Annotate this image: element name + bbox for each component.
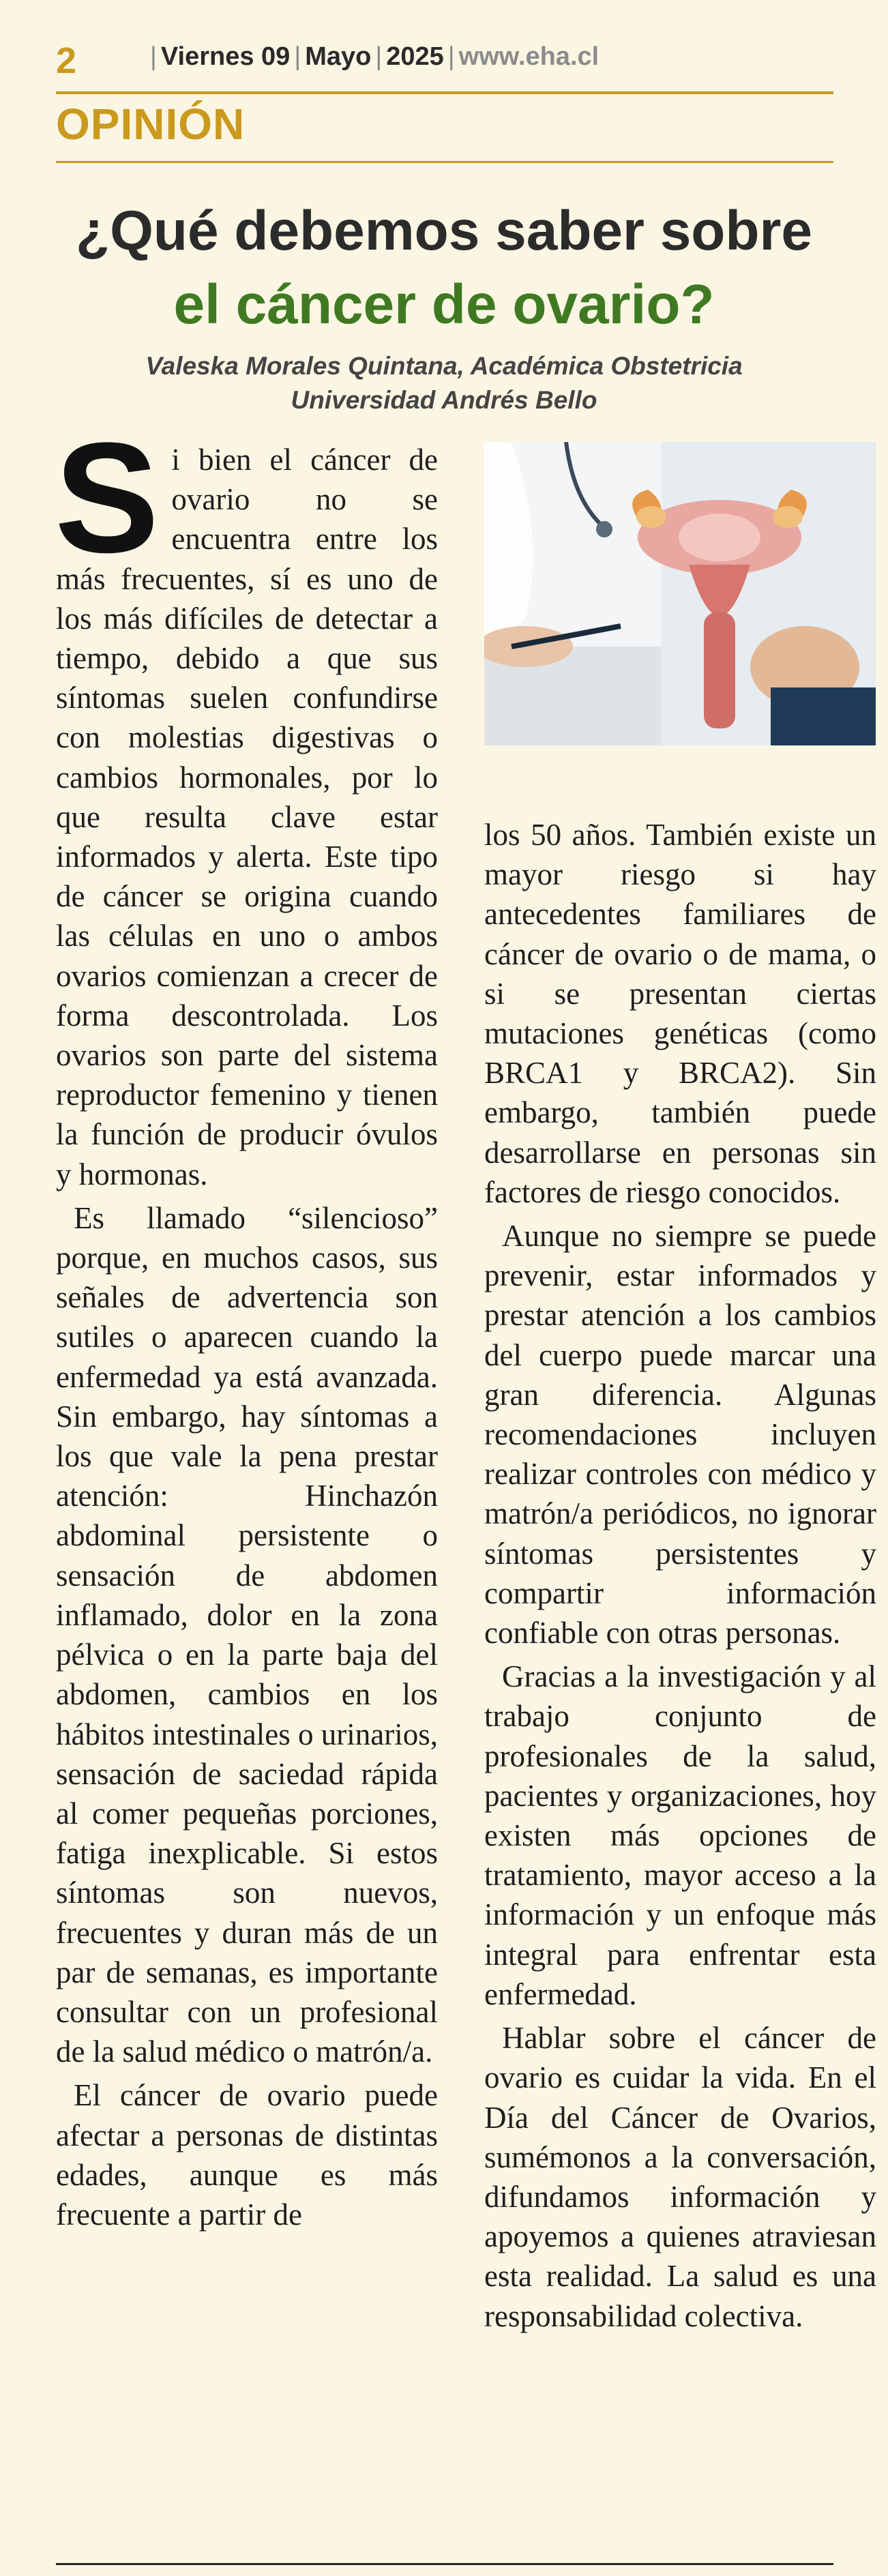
article-column-right bbox=[484, 815, 876, 2340]
paragraph-6: Hablar sobre el cáncer de ovario es cuidar la vida. En el Día del Cáncer de Ovarios, sumémonos a la conversación, difundamos información y apoyemos a quienes atraviesan esta realidad. La salud es una responsabilidad colectiva. bbox=[484, 2021, 876, 2333]
article-photo bbox=[484, 442, 876, 745]
author-affiliation: Universidad Andrés Bello bbox=[291, 386, 597, 414]
article-column-left bbox=[55, 410, 438, 2238]
headline-line-1: ¿Qué debemos saber sobre bbox=[75, 200, 812, 262]
page-header bbox=[0, 0, 888, 191]
paragraph-2: Es llamado “silencioso” porque, en muchos casos, sus señales de advertencia son sutiles o aparecen cuando la enfermedad ya está avanzada. Sin embargo, hay síntomas a los que vale la pena prestar atención: Hinchazón abdominal persistente o sensación de abdomen inflamado, dolor en la zona pélvica o en la parte baja del abdomen, cambios en los hábitos intestinales o urinarios, sensación de saciedad rápida al comer pequeñas porciones, fatiga inexplicable. Si estos síntomas son nuevos, frecuentes y duran más de un par de semanas, es importante consultar con un profesional de la salud médico o matrón/a. bbox=[56, 1200, 438, 2069]
paragraph-1: Si bien el cáncer de ovario no se encuentra entre los más frecuentes, sí es uno de los más difíciles de detectar a tiempo, debido a que sus síntomas suelen confundirse con molestias digestivas o cambios hormonales, por lo que resulta clave estar informados y alerta. Este tipo de cáncer se origina cuando las células en uno o ambos ovarios comienzan a crecer de forma descontrolada. Los ovarios son parte del sistema reproductor femenino y tienen la función de producir óvulos y hormonas. bbox=[55, 410, 438, 1191]
section-rule bbox=[56, 161, 833, 163]
website-link[interactable]: www.eha.cl bbox=[458, 42, 600, 71]
section-label: OPINIÓN bbox=[56, 100, 246, 149]
author-name: Valeska Morales Quintana, Académica Obstetricia bbox=[145, 352, 743, 380]
dateline: | Viernes 09 | Mayo | 2025 | www.eha.cl bbox=[150, 42, 600, 71]
drop-cap: S bbox=[55, 410, 160, 585]
paragraph-5: Gracias a la investigación y al trabajo conjunto de profesionales de la salud, pacientes y organizaciones, hoy existen más opciones de tratamiento, mayor acceso a la información y un enfoque más integral para enfrentar esta enfermedad. bbox=[484, 1659, 876, 2011]
paragraph-3-end: los 50 años. También existe un mayor riesgo si hay antecedentes familiares de cáncer de ovario o de mama, o si se presentan ciertas mutaciones genéticas (como BRCA1 y BRCA2). Sin embargo, también puede desarrollarse en personas sin factores de riesgo conocidos. bbox=[484, 818, 876, 1209]
footer-rule bbox=[56, 2563, 833, 2565]
byline bbox=[0, 349, 888, 417]
date-day: Viernes 09 bbox=[160, 42, 291, 71]
date-year: 2025 bbox=[386, 42, 444, 71]
paragraph-4: Aunque no siempre se puede prevenir, estar informados y prestar atención a los cambios del cuerpo puede marcar una gran diferencia. Algunas recomendaciones incluyen realizar controles con médico y matrón/a periódicos, no ignorar síntomas persistentes y compartir información confiable con otras personas. bbox=[484, 1219, 876, 1650]
date-month: Mayo bbox=[305, 42, 372, 71]
headline-line-2: el cáncer de ovario? bbox=[173, 273, 715, 336]
paragraph-3-start: El cáncer de ovario puede afectar a personas de distintas edades, aunque es más frecuente a partir de bbox=[56, 2078, 438, 2232]
header-rule bbox=[56, 91, 833, 94]
page-number: 2 bbox=[56, 40, 77, 81]
ovary-model-illustration bbox=[484, 442, 876, 745]
